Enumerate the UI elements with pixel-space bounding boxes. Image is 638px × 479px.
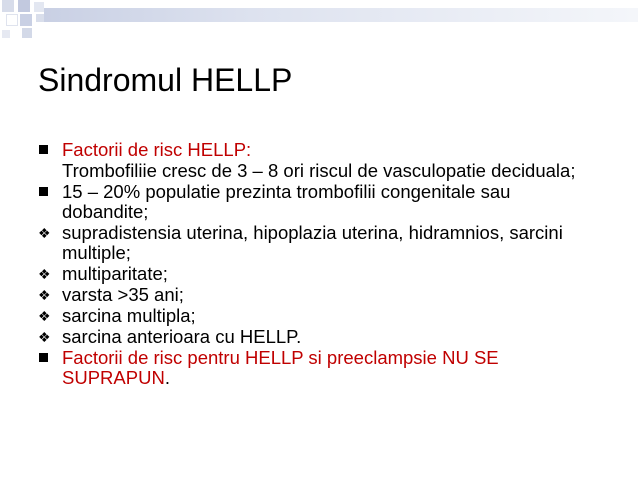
list-item (38, 348, 598, 388)
list-item (38, 140, 598, 160)
diamond-bullet-icon: ❖ (38, 308, 51, 324)
bullet-list (38, 140, 598, 389)
list-item-text: sarcina multipla; (62, 305, 196, 326)
diamond-bullet-icon: ❖ (38, 329, 51, 345)
list-item-text: 15 – 20% populatie prezinta trombofilii congenitale sau dobandite; (62, 181, 511, 222)
list-item-text: Factorii de risc HELLP: (62, 139, 252, 160)
square-bullet-icon (38, 348, 56, 368)
decor-square (22, 28, 32, 38)
decor-square (34, 2, 44, 12)
list-item-text: sarcina anterioara cu HELLP. (62, 326, 302, 347)
header-gradient-bar (44, 8, 638, 22)
list-item (38, 223, 598, 263)
list-item (38, 327, 598, 347)
square-bullet-icon (38, 182, 56, 202)
list-item (38, 182, 598, 222)
header-decoration (0, 0, 638, 24)
list-item (38, 161, 598, 181)
list-item-text-end: . (164, 367, 170, 388)
decor-square (2, 0, 14, 12)
decor-square (36, 14, 44, 22)
decor-square (20, 14, 32, 26)
decor-square (18, 0, 30, 12)
decor-square (6, 14, 18, 26)
list-item (38, 264, 598, 284)
diamond-bullet-icon: ❖ (38, 266, 51, 282)
list-item (38, 306, 598, 326)
square-bullet-icon (38, 140, 56, 160)
decor-square (2, 30, 10, 38)
list-item-text: varsta >35 ani; (62, 284, 184, 305)
diamond-bullet-icon: ❖ (38, 287, 51, 303)
diamond-bullet-icon: ❖ (38, 225, 51, 241)
list-item-text: Factorii de risc pentru HELLP si preeclampsie NU SE SUPRAPUN (62, 347, 499, 388)
list-item-text: Trombofiliie cresc de 3 – 8 ori riscul de vasculopatie deciduala; (62, 160, 576, 181)
list-item-text: supradistensia uterina, hipoplazia uterina, hidramnios, sarcini multiple; (62, 222, 563, 263)
list-item (38, 285, 598, 305)
list-item-text: multiparitate; (62, 263, 168, 284)
slide-title: Sindromul HELLP (38, 62, 293, 98)
